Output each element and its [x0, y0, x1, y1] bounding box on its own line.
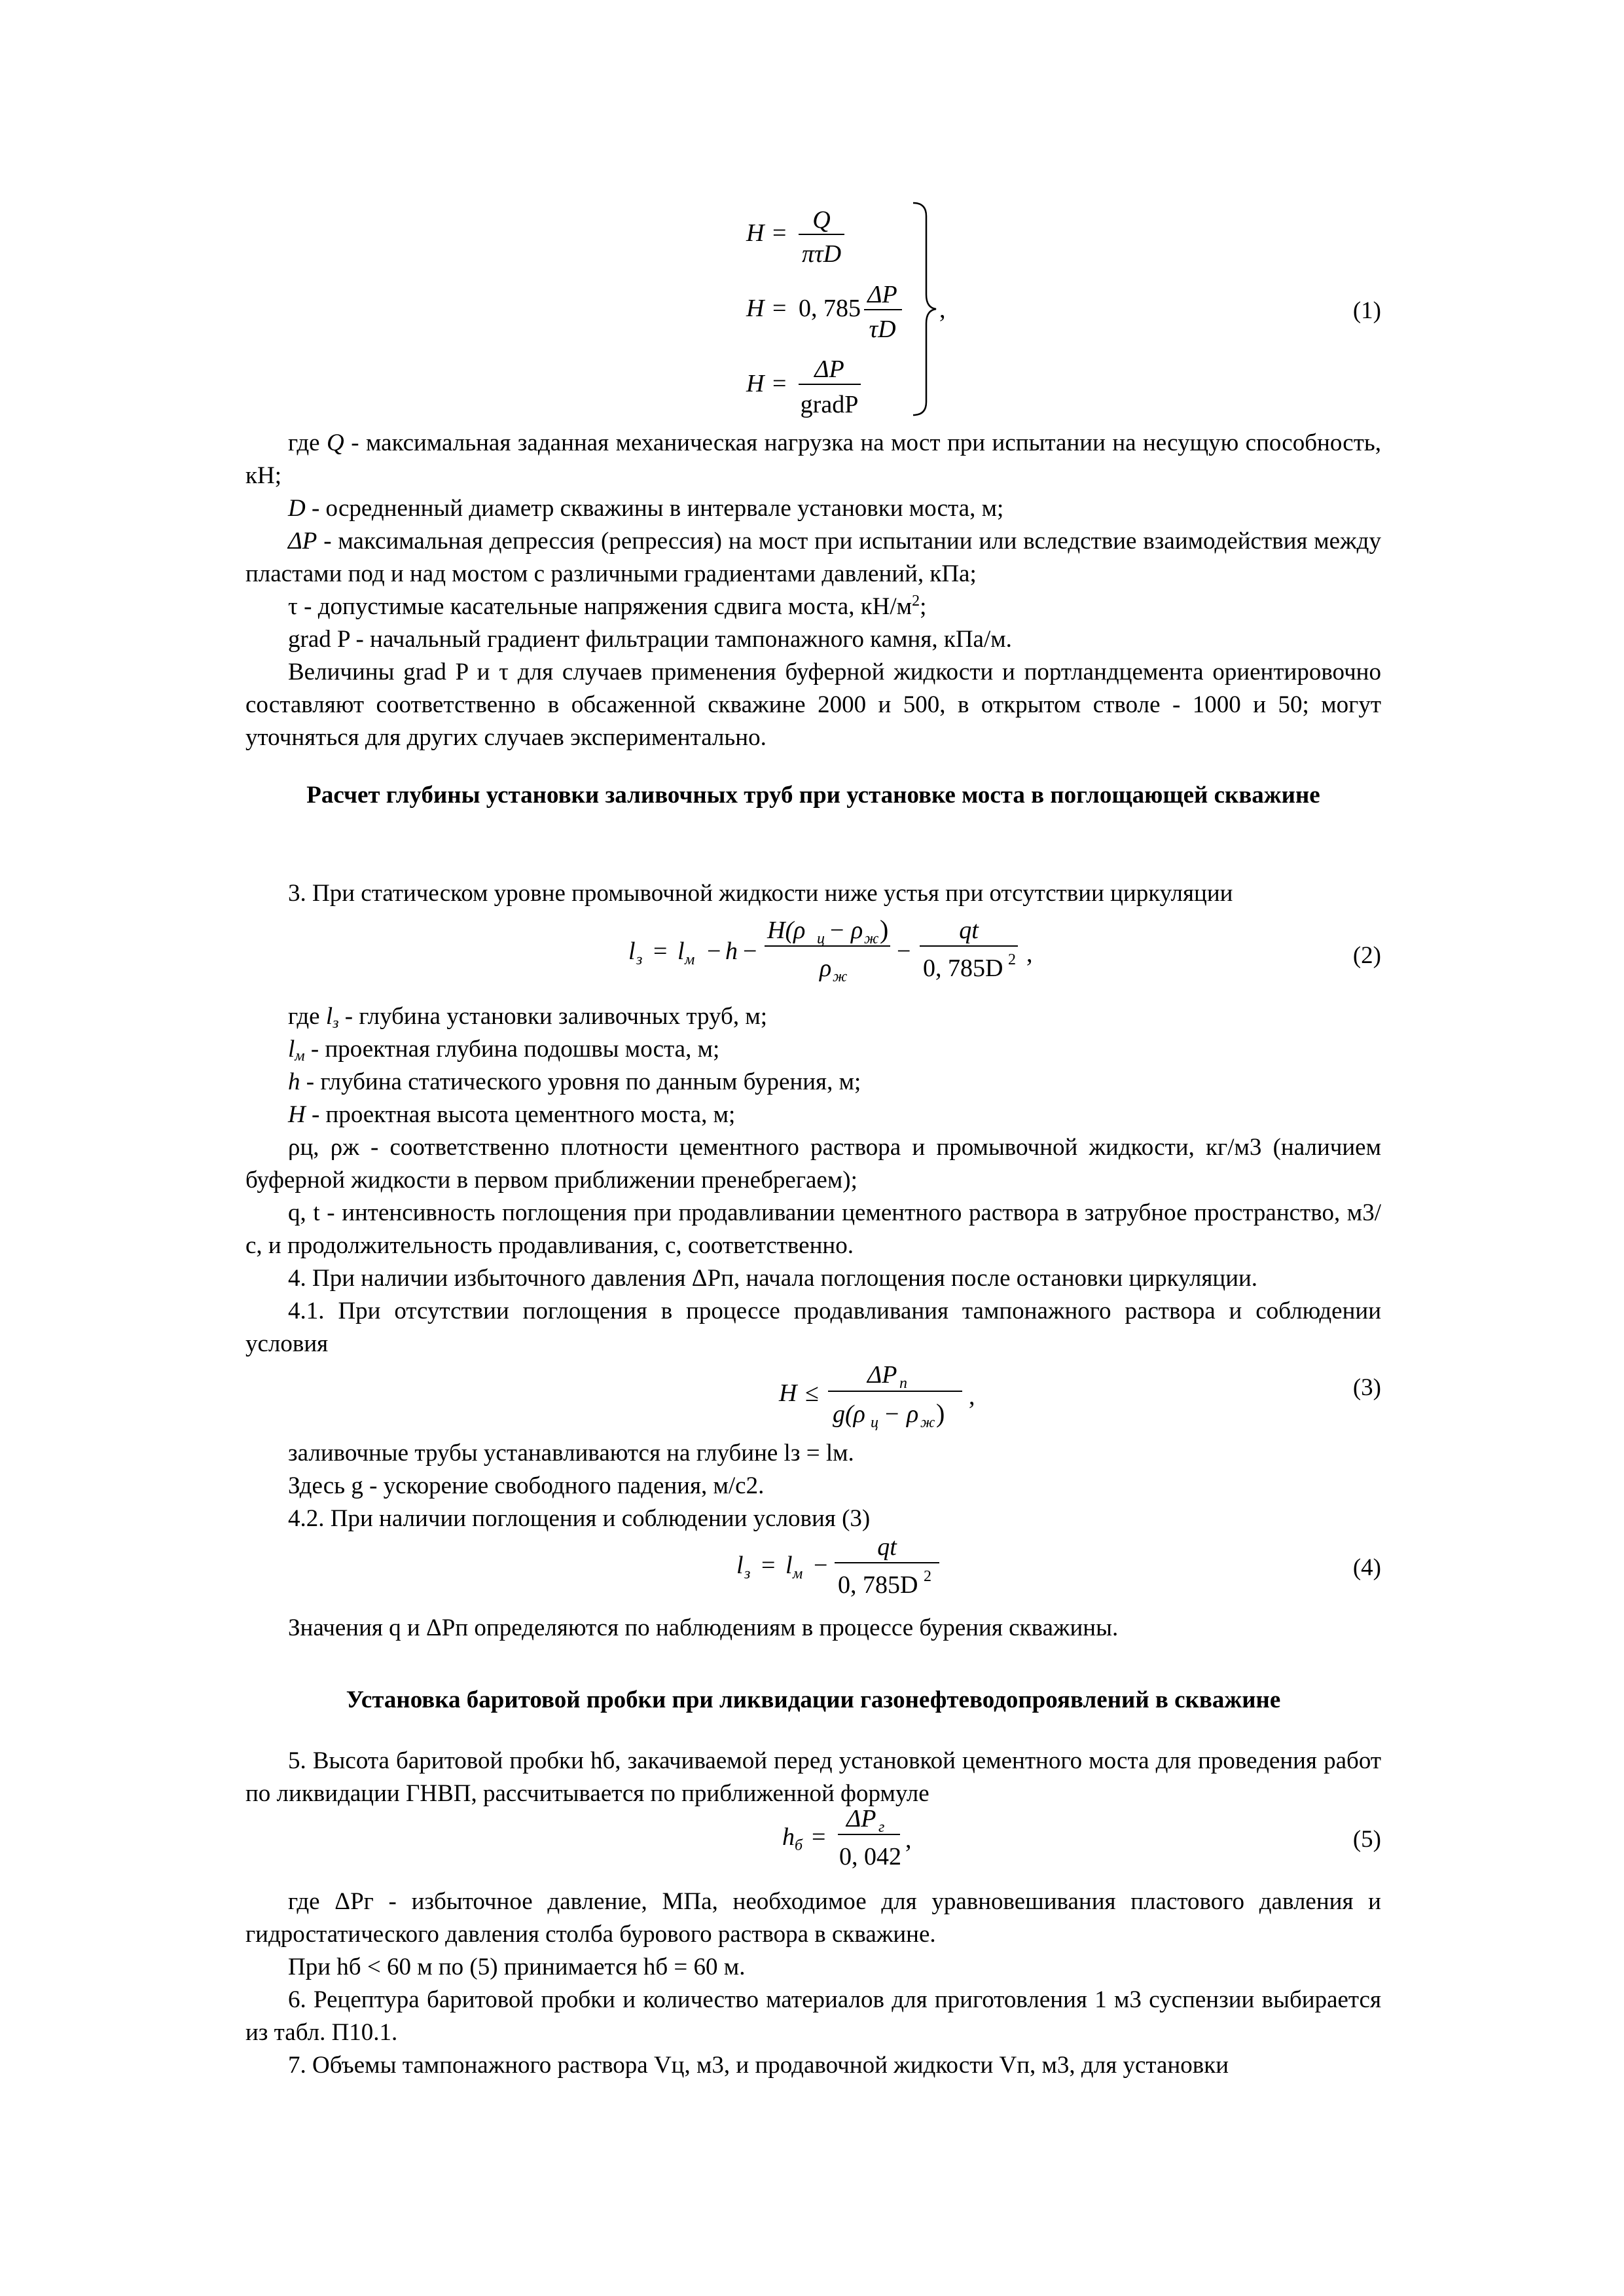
svg-text:ρ: ρ: [851, 917, 863, 944]
eq1-line3-num: ΔP: [814, 355, 844, 383]
svg-text:l: l: [677, 938, 685, 965]
para-qt: q, t - интенсивность поглощения при продавливании цементного раствора в затрубное пространство, м3/с, и продолжительность продавливания, с, соответственно.: [245, 1199, 1381, 1259]
svg-text:ц: ц: [871, 1414, 878, 1431]
svg-text:ж: ж: [920, 1414, 935, 1431]
svg-text:б: б: [795, 1837, 803, 1854]
para-rho: ρц, ρж - соответственно плотности цементного раствора и промывочной жидкости, кг/м3 (наличием буферной жидкости в первом приближении пренебрегаем);: [245, 1134, 1381, 1194]
svg-text:ж: ж: [833, 968, 848, 985]
eq1-line1-lhs: H: [746, 219, 765, 247]
svg-text:,: ,: [1026, 940, 1033, 968]
def-gradp: grad P - начальный градиент фильтрации тампонажного камня, кПа/м.: [288, 626, 1012, 653]
equation-3: [772, 1355, 1021, 1440]
svg-text:=: =: [812, 1823, 826, 1851]
para-values-2: Значения q и ΔPп определяются по наблюдениям в процессе бурения скважины.: [288, 1614, 1119, 1641]
eq1-line1-num: Q: [812, 206, 831, 234]
svg-text:l: l: [736, 1552, 744, 1579]
item-4-1: 4.1. При отсутствии поглощения в процессе продавливания тампонажного раствора и соблюдении условия: [245, 1298, 1381, 1357]
eq2-number: (2): [1352, 942, 1381, 969]
eq3-number: (3): [1352, 1374, 1381, 1401]
def-q-text: - максимальная заданная механическая нагрузка на мост при испытании на несущую способность, кН;: [245, 429, 1381, 489]
equation-5: [776, 1802, 946, 1880]
item-7: 7. Объемы тампонажного раствора Vц, м3, и продавочной жидкости Vп, м3, для установки: [288, 2052, 1229, 2079]
svg-text:): ): [880, 915, 889, 944]
para-g: Здесь g - ускорение свободного падения, м/с2.: [288, 1472, 765, 1499]
equation-1: [727, 196, 975, 426]
eq1-line2-eq: =: [772, 295, 787, 322]
eq1-line3-eq: =: [772, 370, 787, 397]
svg-text:−: −: [830, 917, 844, 944]
def-lm: $l_м$ - проектная глубина подошвы моста, м;: [288, 1036, 720, 1065]
svg-text:м: м: [685, 951, 695, 968]
def-q: где Q - максимальная заданная механическая нагрузка на мост при испытании на несущую способность, кН;: [245, 429, 1381, 489]
item-4: 4. При наличии избыточного давления ΔPп, начала поглощения после остановки циркуляции.: [288, 1265, 1258, 1292]
svg-text:2: 2: [924, 1568, 931, 1585]
item-4-2: 4.2. При наличии поглощения и соблюдении условия (3): [288, 1505, 871, 1532]
svg-text:ж: ж: [864, 930, 879, 947]
eq1-line2-num: ΔP: [867, 281, 897, 308]
def-d: D - осредненный диаметр скважины в интервале установки моста, м;: [288, 495, 1004, 522]
def-dp: ΔP - максимальная депрессия (репрессия) на мост при испытании или вследствие взаимодействия между пластами под и над мостом с различными градиентами давлений, кПа;: [245, 528, 1381, 587]
eq2-num: H(ρ: [767, 917, 806, 944]
svg-text:п: п: [899, 1375, 907, 1392]
equation-4: [730, 1529, 965, 1607]
svg-text:0, 042: 0, 042: [839, 1843, 901, 1870]
eq2-lhs: l: [628, 938, 636, 965]
eq1-line2-den: τD: [869, 316, 896, 343]
svg-text:ρ: ρ: [820, 955, 832, 982]
svg-text:м: м: [793, 1565, 803, 1582]
def-q-sym: Q: [327, 429, 344, 456]
svg-text:l: l: [785, 1552, 793, 1579]
eq4-number: (4): [1352, 1554, 1381, 1581]
def-hh: H - проектная высота цементного моста, м;: [288, 1101, 736, 1128]
eq2-lhs-sub: з: [636, 951, 643, 968]
svg-text:=: =: [653, 938, 668, 965]
def-h: h - глубина статического уровня по данным бурения, м;: [288, 1068, 861, 1095]
svg-text:0, 785D: 0, 785D: [838, 1571, 918, 1599]
para-hb: При hб < 60 м по (5) принимается hб = 60 м.: [288, 1954, 746, 1980]
svg-text:ΔP: ΔP: [867, 1361, 897, 1389]
para-pg: где ΔPг - избыточное давление, МПа, необходимое для уравновешивания пластового давления и гидростатического давления столба бурового раствора в скважине.: [245, 1888, 1381, 1948]
svg-text:−: −: [897, 938, 911, 965]
equation-2: [622, 907, 1093, 998]
svg-text:,: ,: [905, 1826, 912, 1853]
heading-pipe-depth: Расчет глубины установки заливочных труб при установке моста в поглощающей скважине: [306, 782, 1320, 809]
svg-text:≤: ≤: [805, 1379, 819, 1407]
svg-text:g(ρ: g(ρ: [833, 1400, 865, 1428]
eq1-line1-eq: =: [772, 219, 787, 247]
eq1-line1-den: πτD: [801, 240, 842, 268]
eq1-line3-den: gradP: [800, 391, 859, 418]
svg-text:qt: qt: [877, 1533, 897, 1561]
svg-text:з: з: [744, 1565, 751, 1582]
svg-text:0, 785D: 0, 785D: [923, 955, 1003, 982]
para-values: Величины grad P и τ для случаев применения буферной жидкости и портландцемента ориентировочно составляют соответственно в обсаженной скважине 2000 и 500, в открытом стволе - 1000 и 50; могут уточняться для других случаев экспериментально.: [245, 659, 1381, 751]
item-6: 6. Рецептура баритовой пробки и количество материалов для приготовления 1 м3 суспензии выбирается из табл. П10.1.: [245, 1986, 1381, 2046]
svg-text:ΔP: ΔP: [846, 1805, 876, 1832]
svg-text:2: 2: [1008, 951, 1016, 968]
svg-text:h: h: [782, 1823, 795, 1851]
eq1-right-brace: [913, 203, 936, 415]
def-tau: τ - допустимые касательные напряжения сдвига моста, $кН/м^2$;: [288, 592, 927, 620]
eq5-number: (5): [1352, 1826, 1381, 1853]
eq1-line2-coef: 0, 785: [799, 295, 861, 322]
svg-text:ц: ц: [817, 930, 825, 947]
svg-text:=: =: [761, 1552, 776, 1579]
svg-text:−: −: [707, 938, 721, 965]
svg-text:,: ,: [969, 1383, 975, 1410]
svg-text:−: −: [885, 1400, 899, 1428]
eq1-line3-lhs: H: [746, 370, 765, 397]
svg-text:ρ: ρ: [907, 1400, 919, 1428]
svg-text:h: h: [725, 938, 738, 965]
heading-barite-plug: Установка баритовой пробки при ликвидации газонефтеводопроявлений в скважине: [346, 1686, 1281, 1713]
svg-text:−: −: [743, 938, 757, 965]
item-3: 3. При статическом уровне промывочной жидкости ниже устья при отсутствии циркуляции: [288, 880, 1233, 907]
svg-text:г: г: [878, 1819, 885, 1836]
def-lz: где $l_з$ - глубина установки заливочных труб, м;: [288, 1003, 768, 1032]
eq1-trail: ,: [939, 296, 946, 323]
svg-text:−: −: [814, 1552, 828, 1579]
eq1-line2-lhs: H: [746, 295, 765, 322]
svg-text:H: H: [779, 1379, 797, 1407]
eq1-number: (1): [1352, 297, 1381, 324]
svg-text:qt: qt: [959, 917, 979, 944]
item-5: 5. Высота баритовой пробки hб, закачиваемой перед установкой цементного моста для проведения работ по ликвидации ГНВП, рассчитывается по приближенной формуле: [245, 1747, 1381, 1807]
para-pipes: заливочные трубы устанавливаются на глубине lз = lм.: [288, 1440, 854, 1467]
svg-text:): ): [936, 1398, 945, 1428]
